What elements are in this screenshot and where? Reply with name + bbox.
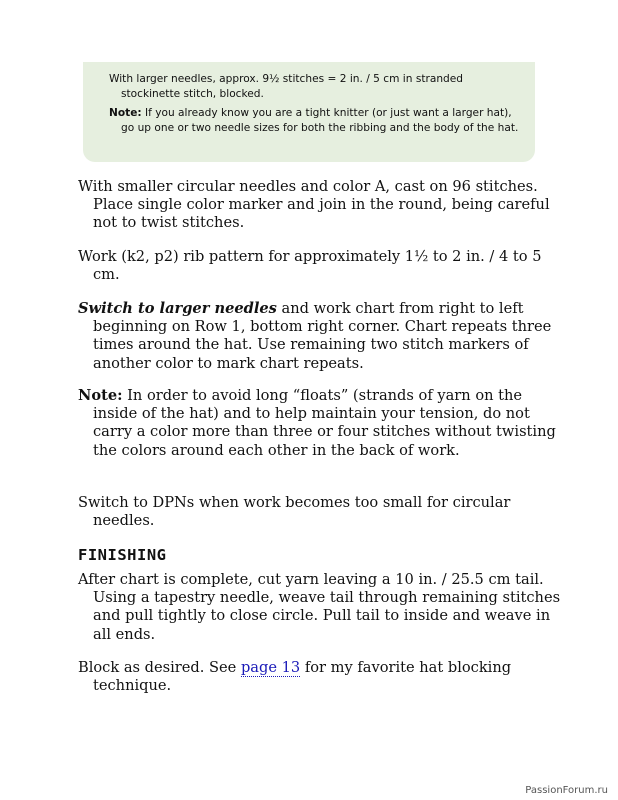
tight-knitter-note [109, 106, 521, 136]
cast-on-paragraph: With smaller circular needles and color A, cast on 96 stitches. Place single color marker and join in the round, being careful not to twist stitches. [78, 178, 550, 232]
gauge-text: With larger needles, approx. 9½ stitches = 2 in. / 5 cm in stranded stockinette stitch, blocked. [109, 73, 464, 100]
floats-note-text: In order to avoid long “floats” (strands of yarn on the inside of the hat) and to help maintain your tension, do not carry a color more than three or four stitches without twisting the colors around each other in the back of work. [93, 387, 556, 459]
rib-paragraph: Work (k2, p2) rib pattern for approximately 1½ to 2 in. / 4 to 5 cm. [78, 248, 542, 284]
page-13-link[interactable]: page 13 [240, 659, 301, 676]
blocking-text-before: Block as desired. See [78, 659, 241, 676]
floats-note-paragraph [78, 387, 563, 460]
note-text: If you already know you are a tight knitter (or just want a larger hat), go up one or two needle sizes for both the ribbing and the body of the hat. [121, 107, 519, 134]
close-circle-paragraph: After chart is complete, cut yarn leaving a 10 in. / 25.5 cm tail. Using a tapestry needle, weave tail through remaining stitches and pull tightly to close circle. Pull tail to inside and weave in all ends. [78, 571, 561, 643]
switch-needles-emphasis: Switch to larger needles [78, 300, 277, 317]
floats-note-label: Note: [78, 387, 123, 404]
gauge-note-box [83, 62, 535, 162]
finishing-heading: FINISHING [78, 546, 167, 564]
blocking-paragraph [78, 659, 563, 695]
watermark: PassionForum.ru [525, 785, 608, 796]
dpns-paragraph: Switch to DPNs when work becomes too small for circular needles. [78, 494, 511, 530]
blocking-text-after: for my favorite hat blocking technique. [93, 659, 512, 695]
note-label: Note: [109, 107, 142, 119]
switch-needles-text: and work chart from right to left beginning on Row 1, bottom right corner. Chart repeats three times around the hat. Use remaining two stitch markers of another color to mark chart repeats. [93, 300, 552, 372]
switch-needles-paragraph [78, 300, 563, 373]
